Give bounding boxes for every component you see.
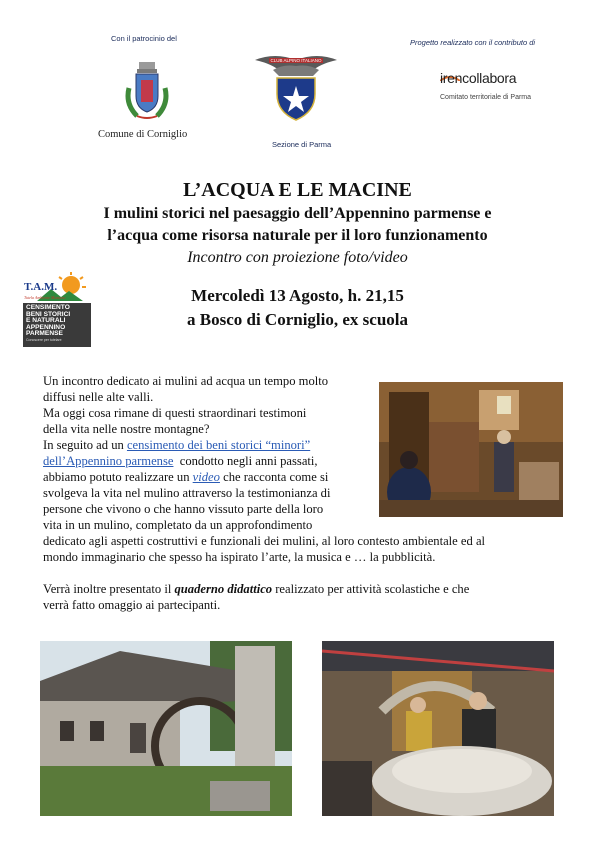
workbook-paragraph <box>43 581 563 613</box>
mill-exterior-photo <box>40 641 292 816</box>
tam-letters: T.A.M. <box>24 281 58 293</box>
cai-section-label: Sezione di Parma <box>272 140 332 149</box>
video-link[interactable]: video <box>192 470 220 484</box>
workbook-term: quaderno didattico <box>174 582 273 596</box>
body-paragraph-wrapped <box>43 373 383 533</box>
body-line: che racconta come si <box>219 470 329 484</box>
body-line: Ma oggi cosa rimane di questi straordinari testimoni <box>43 406 307 420</box>
body-line: mondo immaginario che spesso ha ispirato l’arte, la musica e … la pubblicità. <box>43 550 436 564</box>
iren-brand: irencollabora <box>440 70 517 86</box>
patronage-label: Con il patrocinio del <box>111 34 177 43</box>
iren-subtitle: Comitato territoriale di Parma <box>440 94 532 101</box>
census-line: APPENNINO <box>26 323 66 331</box>
census-link[interactable]: censimento dei beni storici “minori” <box>126 438 311 452</box>
body-line: condotto negli anni passati, <box>173 454 318 468</box>
body-line: verrà fatto omaggio ai partecipanti. <box>43 598 221 612</box>
tam-logo <box>23 271 91 347</box>
subtitle-line-2: l’acqua come risorsa naturale per il loro funzionamento <box>107 227 488 244</box>
body-line: dedicato agli aspetti costruttivi e funzionali dei mulini, al loro contesto ambientale ed al <box>43 534 486 548</box>
body-line: svolgeva la vita nel mulino attraverso la testimonianza di <box>43 486 331 500</box>
body-line: abbiamo potuto realizzare un <box>43 470 193 484</box>
census-line: PARMENSE <box>26 330 63 338</box>
event-format-line: Incontro con proiezione foto/video <box>187 249 408 266</box>
census-link-cont[interactable]: dell’Appennino parmense <box>43 454 174 468</box>
census-line: CENSIMENTO <box>26 304 70 311</box>
comune-name: Comune di Corniglio <box>98 129 188 140</box>
project-contribution-label: Progetto realizzato con il contributo di <box>410 38 536 47</box>
body-line: Verrà inoltre presentato il <box>43 582 175 596</box>
body-line: vita in un mulino, completato da un approfondimento <box>43 518 313 532</box>
census-line: E NATURALI <box>26 317 66 325</box>
body-line: In seguito ad un <box>43 438 127 452</box>
event-date: Mercoledì 13 Agosto, h. 21,15 <box>191 286 404 305</box>
body-line: persone che vivono o che hanno vissuto parte della loro <box>43 502 324 516</box>
tam-tagline: Tutela Ambiente Montano <box>24 295 66 300</box>
comune-coat-of-arms-icon <box>123 58 171 124</box>
tam-census-panel <box>23 303 91 347</box>
millstone-photo <box>322 641 554 816</box>
body-line: della vita nelle nostre montagne? <box>43 422 210 436</box>
body-line: realizzato per attività scolastiche e che <box>272 582 470 596</box>
census-line: BENI STORICI <box>26 310 71 318</box>
body-line: diffusi nelle alte valli. <box>43 390 154 404</box>
body-paragraph-full <box>43 533 563 565</box>
cai-badge-text: CLUB ALPINO ITALIANO <box>270 58 322 63</box>
subtitle-line-1: I mulini storici nel paesaggio dell’Appennino parmense e <box>103 205 492 222</box>
body-line: Un incontro dedicato ai mulini ad acqua un tempo molto <box>43 374 329 388</box>
event-place: a Bosco di Corniglio, ex scuola <box>186 310 408 329</box>
mill-interior-photo <box>379 382 563 517</box>
main-title: L’ACQUA E LE MACINE <box>183 179 412 201</box>
tam-footer: Conoscere per tutelare <box>26 337 62 342</box>
